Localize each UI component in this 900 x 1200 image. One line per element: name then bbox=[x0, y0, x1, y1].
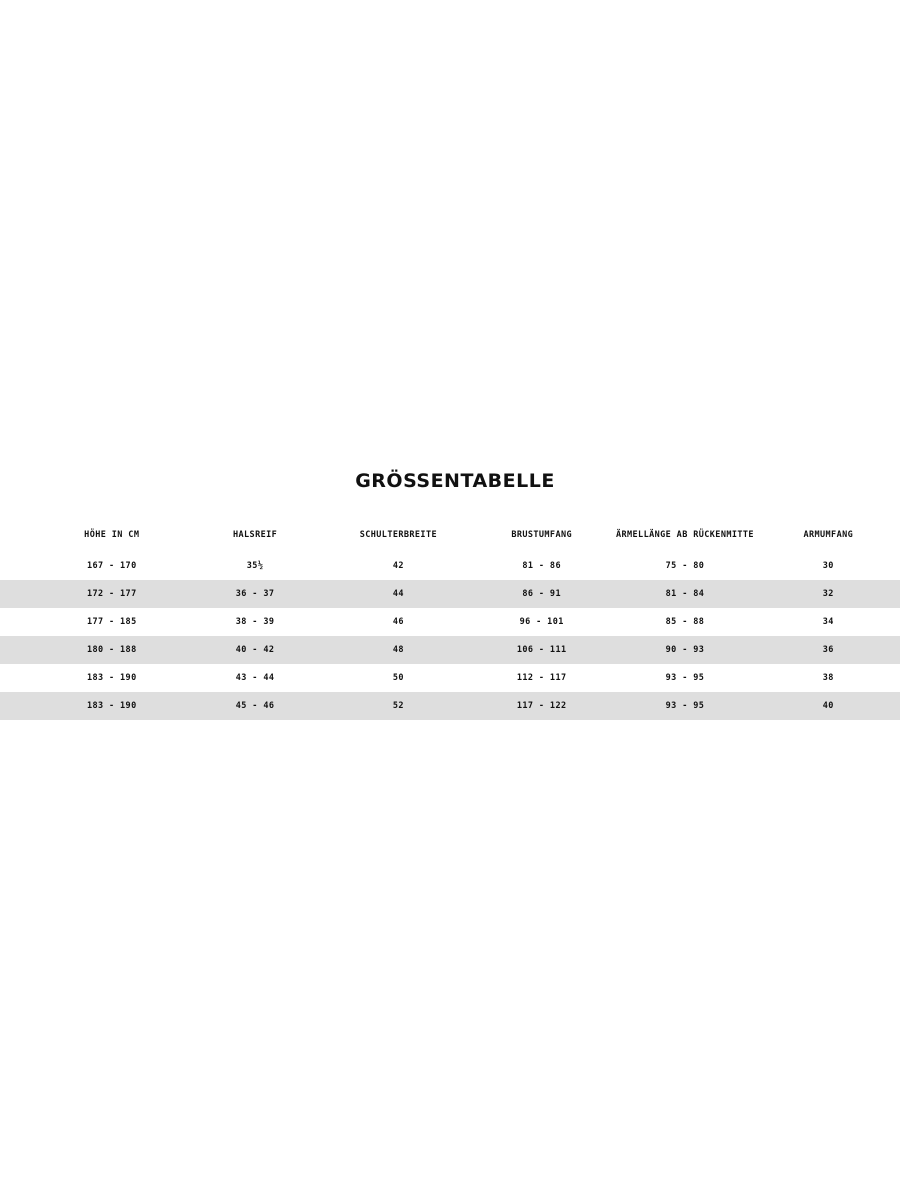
column-header-armumfang: ARMUMFANG bbox=[757, 518, 900, 552]
cell-schulterbreite: 50 bbox=[327, 664, 470, 692]
cell-size bbox=[0, 608, 40, 636]
cell-aermellaenge: 93 - 95 bbox=[613, 664, 756, 692]
cell-aermellaenge: 81 - 84 bbox=[613, 580, 756, 608]
column-header-schulterbreite: SCHULTERBREITE bbox=[327, 518, 470, 552]
cell-brustumfang: 106 - 111 bbox=[470, 636, 613, 664]
page-title: GRÖSSENTABELLE bbox=[355, 470, 555, 492]
table-header bbox=[0, 518, 900, 552]
cell-hoehe: 167 - 170 bbox=[40, 552, 183, 580]
cell-armumfang: 36 bbox=[757, 636, 900, 664]
cell-halsreif: 45 - 46 bbox=[183, 692, 326, 720]
cell-hoehe: 183 - 190 bbox=[40, 664, 183, 692]
cell-hoehe: 177 - 185 bbox=[40, 608, 183, 636]
cell-schulterbreite: 42 bbox=[327, 552, 470, 580]
column-header-brustumfang: BRUSTUMFANG bbox=[470, 518, 613, 552]
cell-schulterbreite: 44 bbox=[327, 580, 470, 608]
cell-size bbox=[0, 580, 40, 608]
table-row bbox=[0, 636, 900, 664]
table-row bbox=[0, 608, 900, 636]
cell-armumfang: 38 bbox=[757, 664, 900, 692]
table-row bbox=[0, 552, 900, 580]
cell-size bbox=[0, 636, 40, 664]
size-chart-section bbox=[0, 470, 900, 720]
cell-halsreif: 38 - 39 bbox=[183, 608, 326, 636]
table-row bbox=[0, 692, 900, 720]
cell-schulterbreite: 46 bbox=[327, 608, 470, 636]
cell-halsreif: 35½ bbox=[183, 552, 326, 580]
cell-aermellaenge: 85 - 88 bbox=[613, 608, 756, 636]
table-body bbox=[0, 552, 900, 720]
cell-hoehe: 183 - 190 bbox=[40, 692, 183, 720]
cell-armumfang: 40 bbox=[757, 692, 900, 720]
table-row bbox=[0, 580, 900, 608]
size-table bbox=[0, 518, 900, 720]
cell-brustumfang: 86 - 91 bbox=[470, 580, 613, 608]
cell-halsreif: 36 - 37 bbox=[183, 580, 326, 608]
column-header-size bbox=[0, 518, 40, 552]
cell-armumfang: 32 bbox=[757, 580, 900, 608]
cell-brustumfang: 117 - 122 bbox=[470, 692, 613, 720]
cell-size bbox=[0, 552, 40, 580]
cell-aermellaenge: 93 - 95 bbox=[613, 692, 756, 720]
cell-hoehe: 180 - 188 bbox=[40, 636, 183, 664]
cell-brustumfang: 112 - 117 bbox=[470, 664, 613, 692]
cell-schulterbreite: 48 bbox=[327, 636, 470, 664]
cell-size bbox=[0, 664, 40, 692]
cell-aermellaenge: 90 - 93 bbox=[613, 636, 756, 664]
cell-schulterbreite: 52 bbox=[327, 692, 470, 720]
cell-halsreif: 40 - 42 bbox=[183, 636, 326, 664]
cell-size bbox=[0, 692, 40, 720]
cell-armumfang: 34 bbox=[757, 608, 900, 636]
cell-armumfang: 30 bbox=[757, 552, 900, 580]
cell-halsreif: 43 - 44 bbox=[183, 664, 326, 692]
table-header-row bbox=[0, 518, 900, 552]
cell-brustumfang: 81 - 86 bbox=[470, 552, 613, 580]
column-header-aermellaenge: ÄRMELLÄNGE AB RÜCKENMITTE bbox=[613, 518, 756, 552]
table-row bbox=[0, 664, 900, 692]
column-header-hoehe: HÖHE IN CM bbox=[40, 518, 183, 552]
column-header-halsreif: HALSREIF bbox=[183, 518, 326, 552]
cell-brustumfang: 96 - 101 bbox=[470, 608, 613, 636]
cell-hoehe: 172 - 177 bbox=[40, 580, 183, 608]
cell-aermellaenge: 75 - 80 bbox=[613, 552, 756, 580]
